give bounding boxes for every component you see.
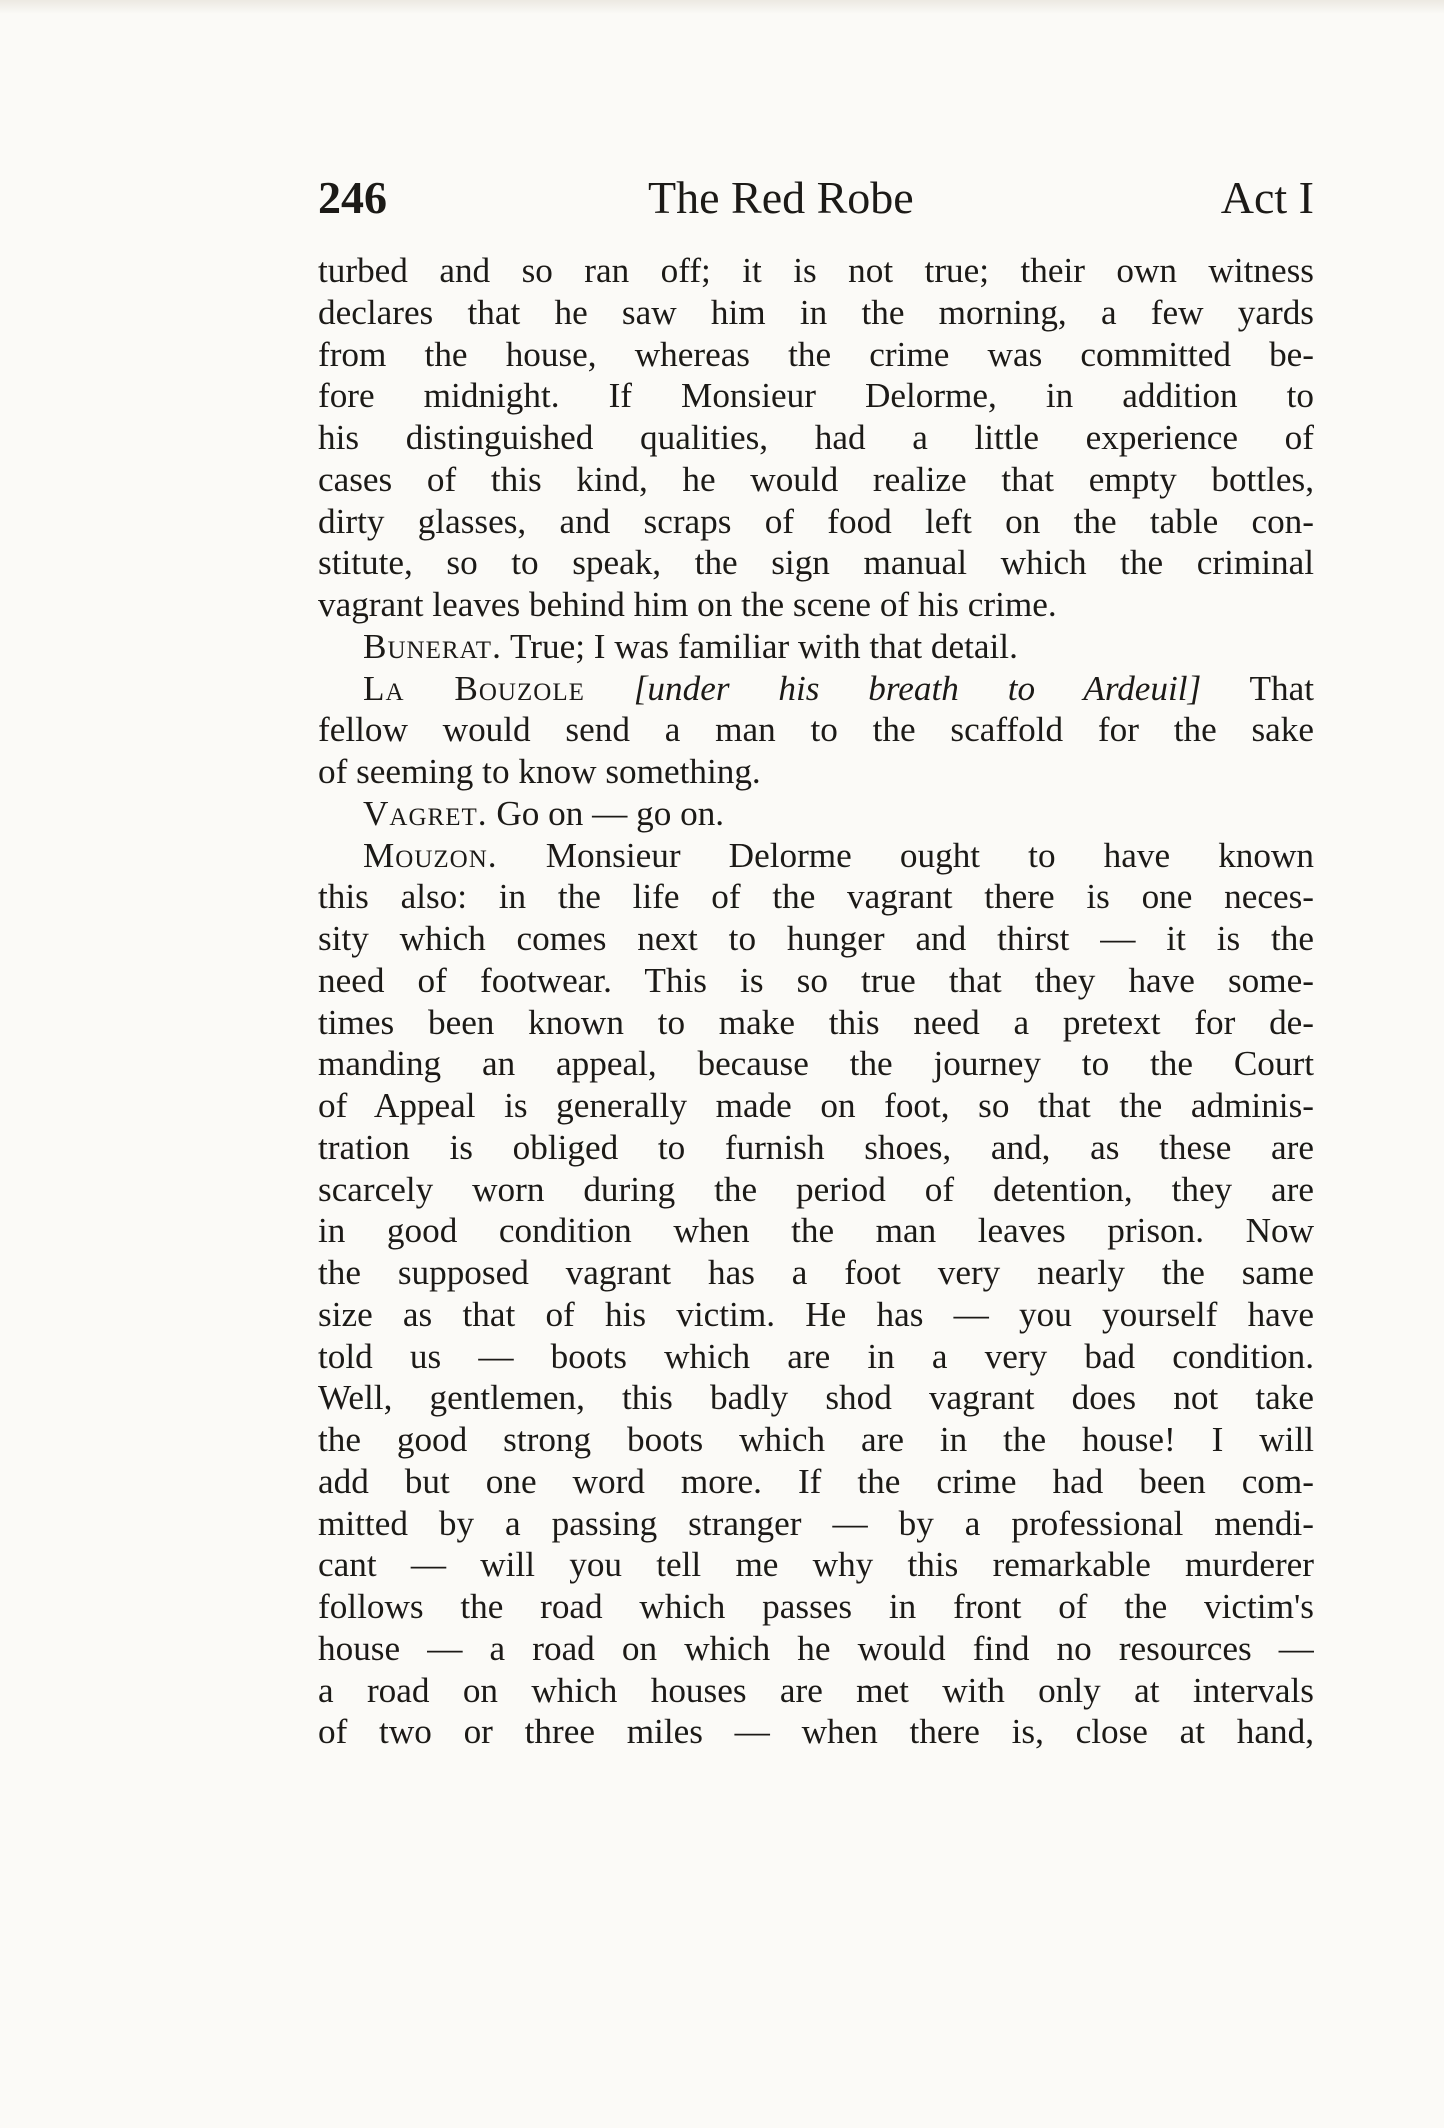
text-line: cases of this kind, he would realize that empty bottles, <box>318 459 1314 499</box>
text-line: in good condition when the man leaves prison. Now <box>318 1211 1314 1251</box>
text-line: sity which comes next to hunger and thirst — it is the <box>318 919 1314 958</box>
text-line: the good strong boots which are in the house! I will <box>318 1420 1314 1459</box>
text-line: cant — will you tell me why this remarkable murderer <box>318 1545 1314 1585</box>
text-line: turbed and so ran off; it is not true; their own witness <box>318 251 1314 290</box>
text-line: vagrant leaves behind him on the scene of his crime. <box>318 585 1057 624</box>
text-line: Well, gentlemen, this badly shod vagrant does not take <box>318 1378 1314 1418</box>
dialogue-line: Bunerat. True; I was familiar with that detail. <box>363 626 1018 666</box>
text-line: from the house, whereas the crime was committed be- <box>318 334 1314 374</box>
text-line: dirty glasses, and scraps of food left on the table con- <box>318 501 1314 541</box>
speaker-name: Bunerat. <box>363 626 502 666</box>
act-label: Act I <box>1220 172 1314 223</box>
text-line: follows the road which passes in front of the victim's <box>318 1587 1314 1626</box>
text-line: the supposed vagrant has a foot very nearly the same <box>318 1253 1314 1292</box>
dialogue-line: Vagret. Go on — go on. <box>363 793 725 833</box>
text-line: mitted by a passing stranger — by a professional mendi- <box>318 1503 1314 1543</box>
text-line: of seeming to know something. <box>318 752 761 791</box>
speaker-name: La Bouzole <box>363 668 585 708</box>
running-header <box>318 168 1314 228</box>
text-line: told us — boots which are in a very bad condition. <box>318 1336 1314 1376</box>
text-line: fellow would send a man to the scaffold for the sake <box>318 710 1314 750</box>
dialogue-line: Mouzon. Monsieur Delorme ought to have known <box>363 835 1314 875</box>
text-line: add but one word more. If the crime had been com- <box>318 1461 1314 1501</box>
text-line: need of footwear. This is so true that they have some- <box>318 960 1314 1000</box>
text-line: size as that of his victim. He has — you yourself have <box>318 1294 1314 1334</box>
text-line: manding an appeal, because the journey to the Court <box>318 1044 1314 1084</box>
text-line: of two or three miles — when there is, close at hand, <box>318 1712 1314 1752</box>
text-line: tration is obliged to furnish shoes, and, as these are <box>318 1127 1314 1167</box>
text-line: stitute, so to speak, the sign manual which the criminal <box>318 543 1314 583</box>
text-line: house — a road on which he would find no resources — <box>318 1628 1314 1668</box>
dialogue-line: La Bouzole [under his breath to Ardeuil] That <box>363 668 1314 708</box>
page-top-edge <box>0 0 1444 14</box>
text-line: a road on which houses are met with only at intervals <box>318 1670 1314 1710</box>
running-title: The Red Robe <box>648 172 914 223</box>
text-line: scarcely worn during the period of detention, they are <box>318 1169 1314 1209</box>
text-line: times been known to make this need a pretext for de- <box>318 1002 1314 1042</box>
speaker-name: Vagret. <box>363 793 488 833</box>
text-line: declares that he saw him in the morning, a few yards <box>318 292 1314 332</box>
stage-direction: [under his breath to Ardeuil] <box>584 668 1202 708</box>
text-line: fore midnight. If Monsieur Delorme, in addition to <box>318 376 1314 416</box>
speaker-name: Mouzon. <box>363 835 498 875</box>
text-line: this also: in the life of the vagrant there is one neces- <box>318 877 1314 917</box>
page-number: 246 <box>318 172 387 223</box>
text-line: of Appeal is generally made on foot, so that the adminis- <box>318 1086 1314 1125</box>
text-line: his distinguished qualities, had a little experience of <box>318 418 1314 457</box>
body-text <box>318 250 1314 1753</box>
